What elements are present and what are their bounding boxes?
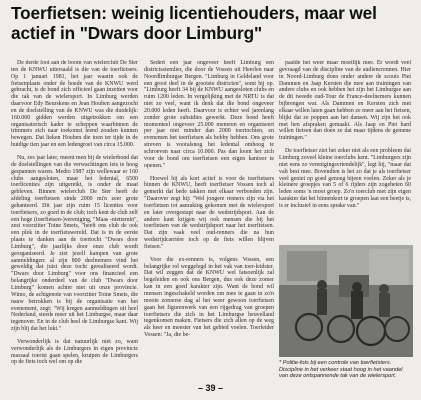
article-headline: Toerfietsen: weinig licentiehouders, maar wel actief in "Dwars door Limburg" [11, 3, 377, 43]
article-column-1 [11, 60, 138, 376]
article-column-3 [279, 60, 411, 240]
paragraph: Nu, zes jaar later, meent men bij de wielerbond dat de doelstellingen van die verwachtingen iets te hoog gespannen waren. Medio 1987 zijn wellewaar er 160 clubs aangesloten, maar het ledental, 6500 toerlicenties zijn uitgereikt, is onder de maat gebleven. Binnen wielerclub De Ster heeft de afdeling toerfietsen sinds 2000 nu'n zeer grote gehanteerd. Dit jaar zijn ruim 15 licenties voor toerfietsers, zo goed in de club; toch kent de club zelf een hoge (toerfietsen-)vereniging, "Maas -niettemin", zest voorzitter Toine Smets, "heeft ons club de ook een plek in de toerfietswereld. Dat is in de eerste plaats te danken aan de toertocht "Dwars door Limburg", die jaarlijks door onze club wordt georganiseerd. Je ziet jezelf kampen van grote aanmeldingen: al zijn 800 deelnemers vind het geweldig dat juist deze tocht gerealiseerd wordt. "Dwars door Limburg" voor ons financieel een belangrijke onderdeel van de club "Dwars door Limburg" komen achter niet uit onze provincie. Wimo, de achtgenote van voorzitter Toine Smets, die nauw betrokken is bij de organisatie van het evenement, zegt: "Wij kregen aanmeldingen uit heel Nederland, steeds meer uit het Limburgse, maar daar tegenover. En in de club heel de Limburgse kant. Wij zijn blij dat het lukt." [11, 154, 138, 333]
paragraph: Sedert een jaar ongeveer heeft Limburg een districtsstemlier, die door de Vossen uit Heerlen naar Noordlimburgse Bergen. "Limburg in Geldeland voor een groot deel in de grootste districten", somt hij op. "Limburg heeft 34 bij de KNWU aangesloten clubs en ruim 1200 leden. In vergelijking met de NRTU is dat niet zo veel, want ik denk dat die bond ongeveer 20.000 leden heeft. Daarvoor is echter wel jarenlang zonder grote subsidies gewerkt. Deze bond heeft momenteel ongeveer 25.000 meneren en organiseert per jaar niet minder dan 2000 toertochten, en evenemen het toerfietsen als hobby hebben. Ons grote streven is vooralsnog het ledental omhoog te schroeven naar circa 10.000. Pas dan loont het zich voor de bond om toerfietsen een eigen kantoor te openen." [144, 60, 274, 169]
paragraph: paalde het weer maar moeilijk mee. Er wordt veel gevraagd van de discipline van de audiencrennen. Hier in Noord-Limburg doen onder andere de scouts Piet Dammen en Jaap Kersten die mee aan trainingen van andere clubs en ook hebben het zijn het Limburgse aan de dit tweede oud-Tour de France-deelnemers kunnen bijbrengen wat. Als Dammen en Kersten zich met elkaar willen laten gaan hebben ze meer aan het fietsen, blijkt dat ze poppen aan het dansen. Wij zijn het ook met hen afspraken gemaakt. Als Jaap en Piet hard willen fietsen dan doen ze dat maar tijdens de gemene trainingen." [279, 60, 411, 142]
photo-caption: * Politie-fots bij een controle van toerfietsters. Discipline in het verkeer staat hoog in het vaandel van deze ontspannende tak van de wielersport. [279, 360, 403, 380]
page-number: – 39 – [197, 383, 224, 393]
cyclists-photo [279, 245, 413, 357]
article-column-2 [144, 60, 274, 376]
paragraph: Verwonderlijk is dat natuurlijk niet zo, want verwonderlijk als de Limburgers in eigen provincie massaal toerist gaan spelen, kruipen de Limburgers op de fiets toch wel om op die [11, 338, 138, 366]
paragraph: De toerfietser ziet het zeker niet als een probleem dat Limburg zoveel kleine toerclubs kent. "Limburgers zijn niet eens zo verenigingsvriendelijk", legt hij, "maar dat valt best mee. Bovendien is het zo dat je als toerfietser veel geniet op goed genoeg bijeen voelen. Zeker als je kleinere groepjes van 5 of 6 rijders zijn zogeheten 60 leden soms 'n mooi groep. Zo'n toerclub met zijn eigen karakter dat het binnenkort te groepen laat een beetje is, is er inclusief in eens sprake van." [279, 148, 411, 209]
paragraph: De derde loot aan de boom van wielerclub De Ster ten de KNWU uitersaald is die van de toerfietsers. Op 1 januari 1981, het jaar waarin ook de fietsenplaats onder de hoede van de KNWU werd gebracht, is de bond zich officieel gaan inzetten voor die tak van de wielersport. In Limburg werden daarvoor Edy Beurskens en Jean Houben aangezocht en de doelstelling van de KNWU was die duidelijk: 160.000 gidden werden uitgetrokken om een organisatorisch kader te scheppen waarbinnen de trimmers zich naar toekomst leend zouden kunnen bewegen. Dat lieken Houben die toen ter tijde in de huidige tien jaar en een ledengroei van circa 15.000. [11, 60, 138, 149]
photo-scene [279, 245, 413, 357]
paragraph: Hoewel hij als kort actief is voor de toerfietsers binnen de KNWU, heeft toerfietser Vossen toch al gemerkt dat bede takken met elkaar verbonden zijn. "Daarover zegt hij: "Wel jongere renners zijn via het toerfietsen tot aanraking gekomen met de wielersport en later overgestapt naar de wedstrijdsport. Aan de andere kant krijgen wij ook mensen die bij het toerfietsen van de wedstrijdsport naar het toerfietsen. Dat zijn vaak veel oud-renners die na hun wedstrijdcarrière toch op de fiets willen blijven fietsen." [144, 175, 274, 250]
paragraph: Voor die ex-renners is, volgens Vossen, een belangrijke rol weggelegd in het vak van toer-leidster. Dat wil zeggen dat de KNWU wel fatsoenlijk zal begeleiden en ook ons Bergen, dus ook deze zomer kan in een goed karakter zijn. Want de bond wil mensen ingeschakeld worden om mee te gaan in zo'n mooie zomerse dag al het weer gewoon toerfietsen gaan het figurenwerk van een rijgedrag van groepen toerfietsers die zich in het Limburgse heuvelland tegenkomen maken. Fietsers die zich allen op de weg als heer en meester van het gebied voelen. Toerleider Vossen: "Ja, die be- [144, 256, 274, 339]
